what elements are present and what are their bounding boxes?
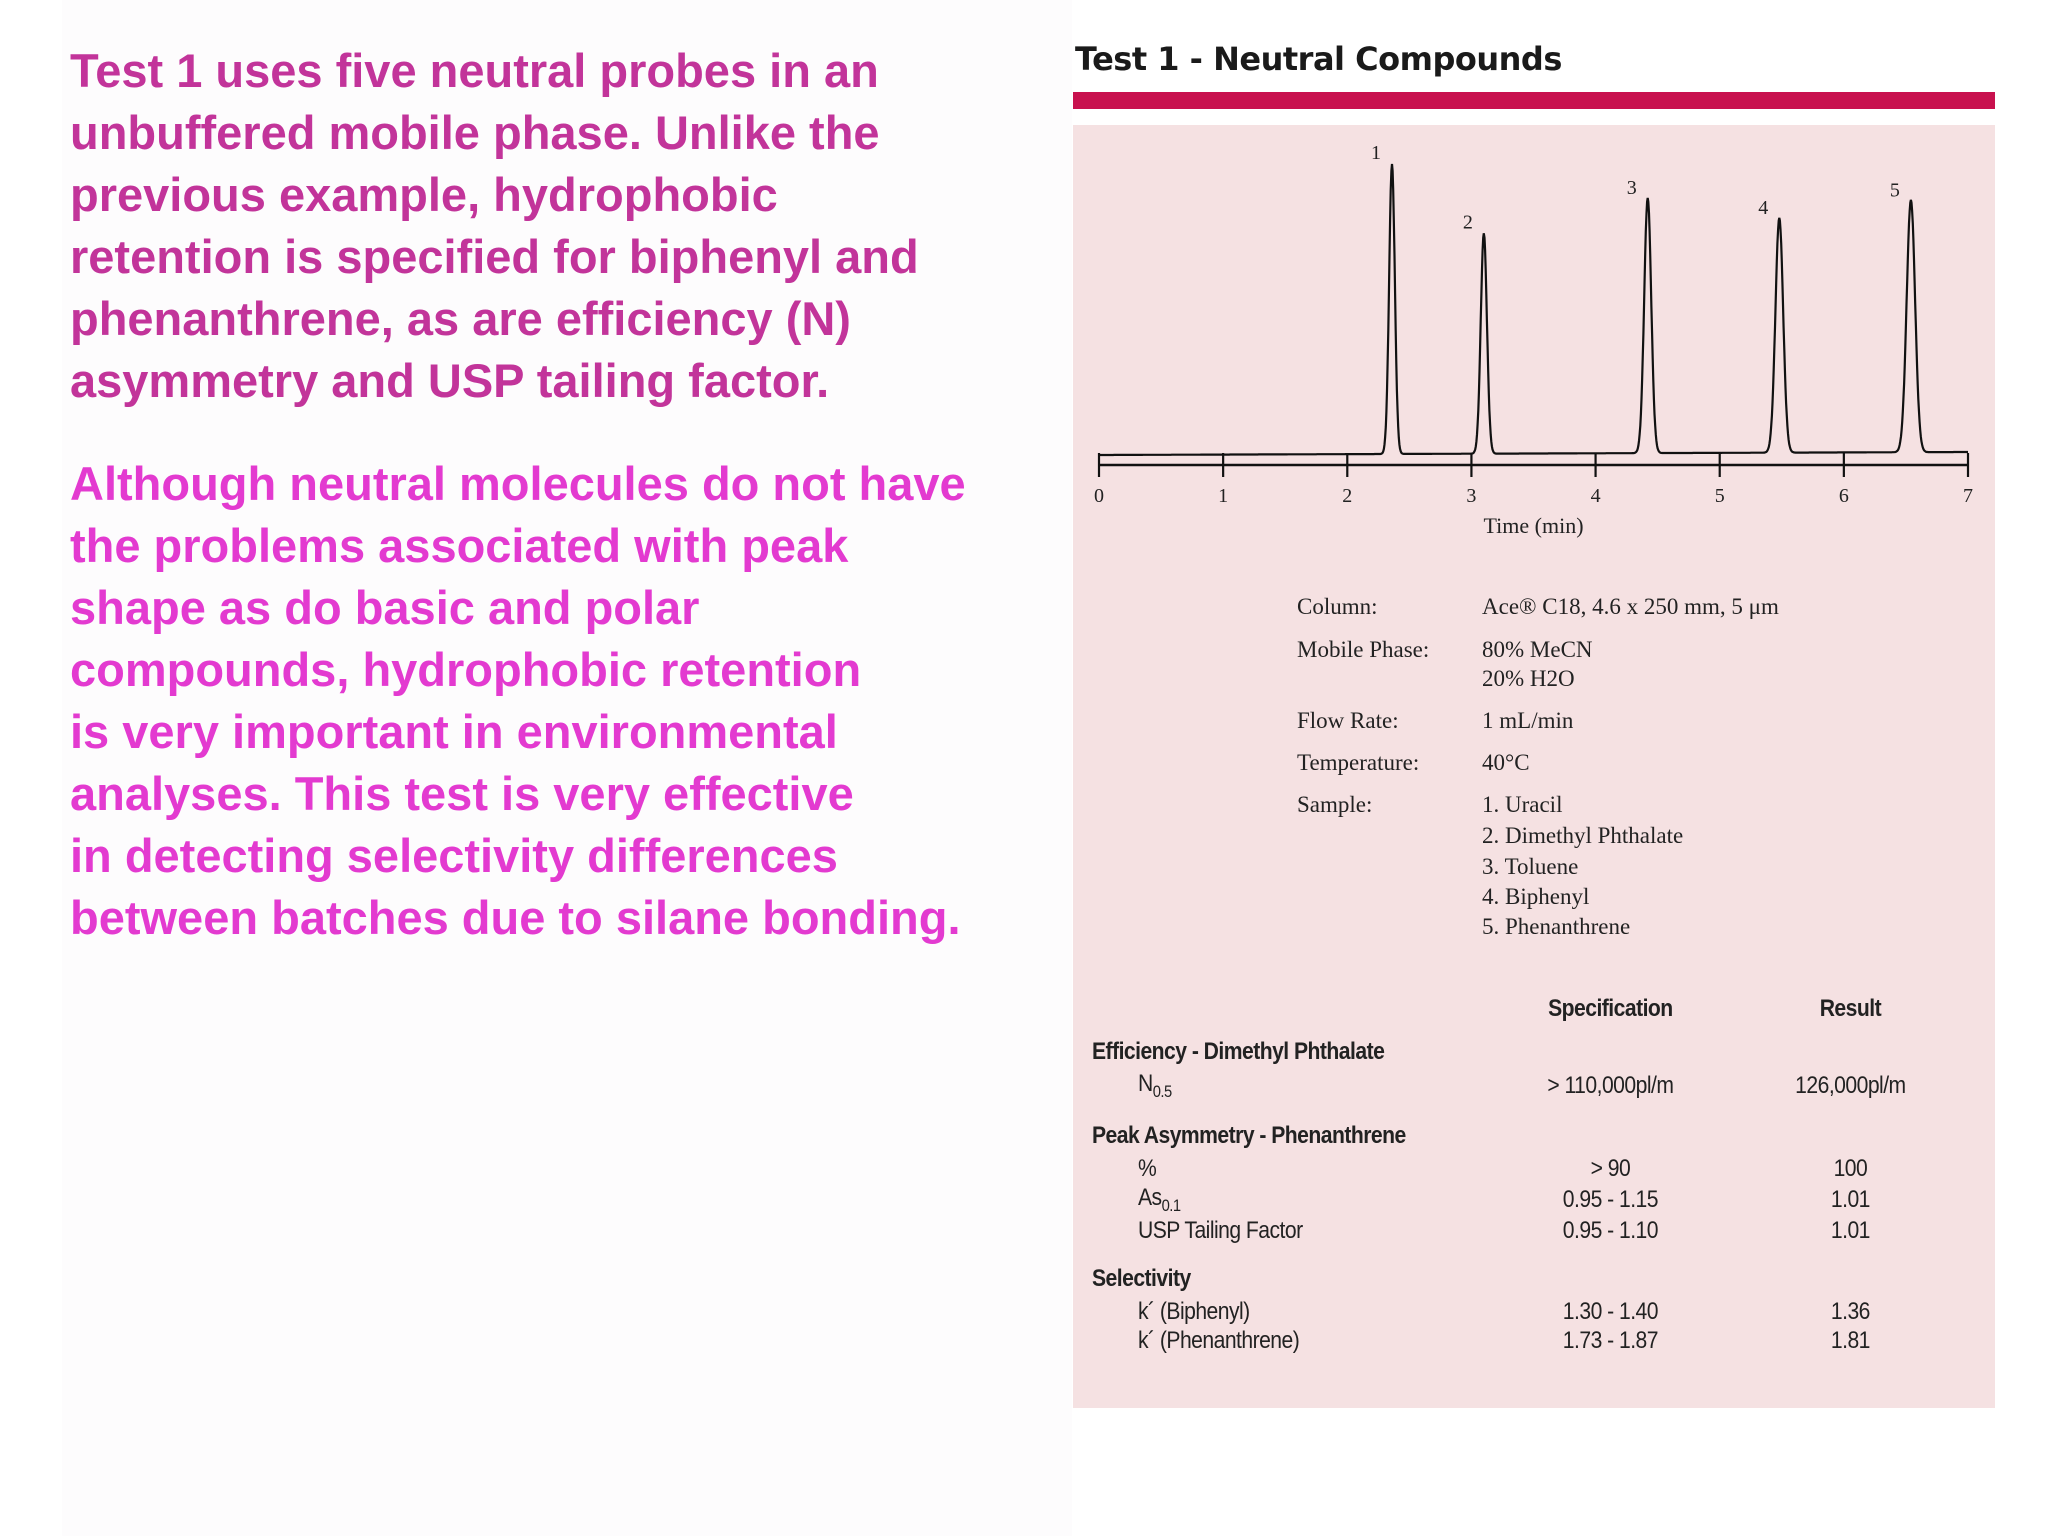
sample-item: 4. Biphenyl [1482, 884, 1590, 909]
n-result: 126,000pl/m [1795, 1072, 1906, 1099]
as-label: $As_{0.1}$ [1138, 1184, 1181, 1215]
specification-header: Specification [1548, 995, 1673, 1022]
peak-label: 5 [1889, 179, 1900, 202]
mobile-phase-line2: 20% H2O [1482, 666, 1575, 691]
result-header: Result [1819, 995, 1882, 1022]
time-axis-ticks [1094, 453, 1973, 507]
title-accent-bar [1073, 92, 1995, 109]
x-tick-label: 1 [1218, 485, 1229, 507]
sample-item: 3. Toluene [1482, 854, 1579, 879]
flow-rate-label: Flow Rate: [1297, 708, 1399, 733]
k-phenanthrene-result: 1.81 [1830, 1327, 1870, 1354]
chromatogram [1073, 125, 1995, 565]
peak-label: 1 [1370, 142, 1381, 164]
mobile-phase-line1: 80% MeCN [1482, 637, 1593, 662]
temperature-label: Temperature: [1297, 750, 1420, 775]
peak-label: 4 [1758, 197, 1769, 220]
intro-paragraph: Test 1 uses five neutral probes in an unbuffered mobile phase. Unlike the previous example, hydrophobic retention is specified for biphenyl and phenanthrene, as are efficiency (N) asymmetry and USP tailing factor. [70, 44, 919, 407]
sample-label: Sample: [1297, 792, 1373, 817]
column-label: Column: [1297, 594, 1378, 619]
x-tick-label: 5 [1714, 485, 1725, 507]
x-tick-label: 0 [1094, 485, 1104, 507]
efficiency-heading: Efficiency - Dimethyl Phthalate [1092, 1038, 1385, 1065]
k-phenanthrene-label: k´ (Phenanthrene) [1138, 1327, 1300, 1354]
figure-title: Test 1 - Neutral Compounds [1075, 40, 1562, 78]
x-tick-label: 7 [1963, 485, 1973, 507]
k-biphenyl-specification: 1.30 - 1.40 [1562, 1298, 1658, 1325]
x-axis-title: Time (min) [1483, 513, 1584, 538]
as-result: 1.01 [1830, 1186, 1870, 1213]
sample-item: 1. Uracil [1482, 792, 1563, 817]
mobile-phase-label: Mobile Phase: [1297, 637, 1430, 662]
percent-result: 100 [1833, 1155, 1868, 1182]
k-phenanthrene-specification: 1.73 - 1.87 [1562, 1327, 1658, 1354]
peak-labels [1371, 142, 1900, 234]
k-biphenyl-label: k´ (Biphenyl) [1138, 1298, 1250, 1325]
as-specification: 0.95 - 1.15 [1562, 1186, 1658, 1213]
k-biphenyl-result: 1.36 [1830, 1298, 1870, 1325]
x-tick-label: 4 [1590, 485, 1601, 507]
percent-specification: > 90 [1590, 1155, 1631, 1182]
peak-label: 3 [1626, 176, 1637, 199]
chromatogram-trace [1099, 164, 1968, 455]
sample-item: 2. Dimethyl Phthalate [1482, 823, 1684, 848]
percent-label: % [1138, 1155, 1157, 1182]
n-specification: > 110,000pl/m [1547, 1072, 1674, 1099]
usp-tailing-result: 1.01 [1830, 1217, 1870, 1244]
peak-asymmetry-heading: Peak Asymmetry - Phenanthrene [1092, 1122, 1406, 1149]
x-tick-label: 2 [1342, 485, 1353, 507]
peak-label: 2 [1462, 211, 1473, 234]
sample-item: 5. Phenanthrene [1482, 914, 1631, 939]
flow-rate-value: 1 mL/min [1482, 708, 1574, 733]
usp-tailing-label: USP Tailing Factor [1138, 1217, 1303, 1244]
n-label: $N_{0.5}$ [1138, 1070, 1172, 1101]
usp-tailing-specification: 0.95 - 1.10 [1562, 1217, 1658, 1244]
column-value: Ace® C18, 4.6 x 250 mm, 5 μm [1482, 594, 1779, 619]
neutral-molecules-paragraph: Although neutral molecules do not have the problems associated with peak shape as do basic and polar compounds, hydrophobic retention is very important in environmental analyses. This test is very effective in detecting selectivity differences between batches due to silane bonding. [70, 457, 966, 944]
x-tick-label: 6 [1838, 485, 1849, 507]
x-tick-label: 3 [1466, 485, 1477, 507]
temperature-value: 40°C [1482, 750, 1530, 775]
selectivity-heading: Selectivity [1092, 1265, 1191, 1292]
